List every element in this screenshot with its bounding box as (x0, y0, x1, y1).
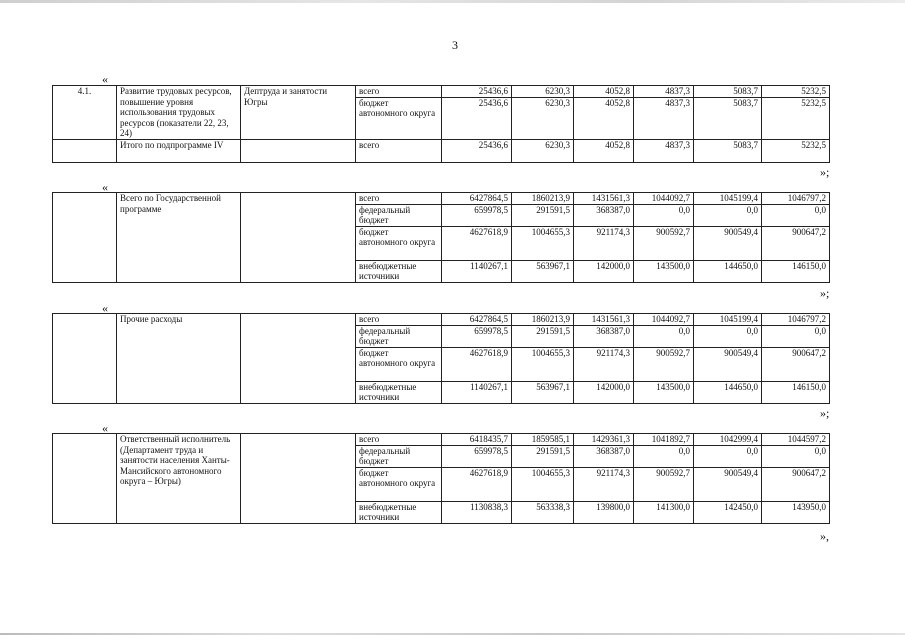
value-cell: 0,0 (694, 325, 762, 347)
value-cell: 900592,7 (634, 347, 694, 381)
value-cell: 0,0 (762, 204, 830, 226)
value-cell: 6427864,5 (442, 193, 512, 205)
row-name: Ответственный исполнитель (Департамент труда и занятости населения Ханты-Мансийского автономного округа – Югры) (117, 434, 241, 524)
closing-mark: »; (820, 406, 830, 420)
value-cell: 900647,2 (762, 226, 830, 260)
value-cell: 6427864,5 (442, 314, 512, 326)
value-cell: 900647,2 (762, 467, 830, 501)
value-cell: 900549,4 (694, 347, 762, 381)
value-cell: 6230,3 (512, 86, 574, 98)
row-name: Прочие расходы (117, 314, 241, 404)
value-cell: 1860213,9 (512, 314, 574, 326)
value-cell: 1130838,3 (442, 501, 512, 523)
table-row (53, 193, 830, 205)
value-cell: 659978,5 (442, 325, 512, 347)
table-state-program-total (52, 192, 830, 283)
value-cell: 0,0 (762, 445, 830, 467)
value-cell: 144650,0 (694, 260, 762, 282)
value-cell: 5232,5 (762, 97, 830, 139)
value-cell: 142000,0 (574, 260, 634, 282)
value-cell: 5232,5 (762, 86, 830, 98)
scan-edge-top (0, 0, 905, 3)
value-cell: 1044092,7 (634, 193, 694, 205)
row-source: федеральный бюджет (356, 445, 442, 467)
value-cell: 1860213,9 (512, 193, 574, 205)
row-source: бюджет автономного округа (356, 226, 442, 260)
row-executor (241, 434, 356, 524)
row-source: всего (356, 139, 442, 162)
closing-mark: »; (820, 286, 830, 300)
value-cell: 900549,4 (694, 226, 762, 260)
value-cell: 5232,5 (762, 139, 830, 162)
value-cell: 4837,3 (634, 97, 694, 139)
value-cell: 5083,7 (694, 139, 762, 162)
value-cell: 143500,0 (634, 381, 694, 403)
value-cell: 142000,0 (574, 381, 634, 403)
value-cell: 5083,7 (694, 97, 762, 139)
row-source: всего (356, 86, 442, 98)
value-cell: 146150,0 (762, 381, 830, 403)
open-quote: « (102, 421, 108, 435)
value-cell: 1044092,7 (634, 314, 694, 326)
value-cell: 6418435,7 (442, 434, 512, 446)
row-source: федеральный бюджет (356, 204, 442, 226)
open-quote: « (102, 180, 108, 194)
value-cell: 4627618,9 (442, 226, 512, 260)
value-cell: 921174,3 (574, 467, 634, 501)
value-cell: 563338,3 (512, 501, 574, 523)
table-other-expenses (52, 313, 830, 404)
open-quote: « (102, 301, 108, 315)
value-cell: 0,0 (694, 204, 762, 226)
value-cell: 659978,5 (442, 204, 512, 226)
value-cell: 25436,6 (442, 97, 512, 139)
row-code: 4.1. (53, 86, 117, 140)
value-cell: 563967,1 (512, 260, 574, 282)
row-source: бюджет автономного округа (356, 97, 442, 139)
value-cell: 1042999,4 (694, 434, 762, 446)
value-cell: 563967,1 (512, 381, 574, 403)
value-cell: 1045199,4 (694, 193, 762, 205)
value-cell: 1044597,2 (762, 434, 830, 446)
value-cell: 144650,0 (694, 381, 762, 403)
value-cell: 1429361,3 (574, 434, 634, 446)
value-cell: 291591,5 (512, 204, 574, 226)
value-cell: 146150,0 (762, 260, 830, 282)
row-source: внебюджетные источники (356, 260, 442, 282)
value-cell: 1004655,3 (512, 226, 574, 260)
row-source: бюджет автономного округа (356, 467, 442, 501)
value-cell: 900549,4 (694, 467, 762, 501)
value-cell: 1431561,3 (574, 193, 634, 205)
value-cell: 4052,8 (574, 139, 634, 162)
value-cell: 4627618,9 (442, 347, 512, 381)
row-executor (241, 314, 356, 404)
row-source: всего (356, 193, 442, 205)
table-subprogram-iv (52, 85, 830, 163)
value-cell: 1045199,4 (694, 314, 762, 326)
value-cell: 0,0 (634, 325, 694, 347)
row-code (53, 314, 117, 404)
value-cell: 921174,3 (574, 347, 634, 381)
value-cell: 25436,6 (442, 86, 512, 98)
value-cell: 4837,3 (634, 139, 694, 162)
value-cell: 0,0 (694, 445, 762, 467)
value-cell: 659978,5 (442, 445, 512, 467)
closing-mark: »; (820, 165, 830, 179)
value-cell: 4052,8 (574, 97, 634, 139)
value-cell: 141300,0 (634, 501, 694, 523)
value-cell: 6230,3 (512, 97, 574, 139)
value-cell: 5083,7 (694, 86, 762, 98)
closing-mark: », (820, 529, 829, 543)
value-cell: 921174,3 (574, 226, 634, 260)
value-cell: 1046797,2 (762, 193, 830, 205)
row-source: всего (356, 434, 442, 446)
value-cell: 1431561,3 (574, 314, 634, 326)
value-cell: 1041892,7 (634, 434, 694, 446)
scan-edge-bottom (0, 633, 905, 635)
value-cell: 25436,6 (442, 139, 512, 162)
table-row (53, 314, 830, 326)
value-cell: 6230,3 (512, 139, 574, 162)
row-executor (241, 193, 356, 283)
value-cell: 368387,0 (574, 445, 634, 467)
value-cell: 4837,3 (634, 86, 694, 98)
value-cell: 368387,0 (574, 325, 634, 347)
value-cell: 291591,5 (512, 445, 574, 467)
row-source: внебюджетные источники (356, 381, 442, 403)
table-responsible-executor (52, 433, 830, 524)
row-executor: Дептруда и занятости Югры (241, 86, 356, 140)
value-cell: 368387,0 (574, 204, 634, 226)
row-code (53, 434, 117, 524)
value-cell: 4627618,9 (442, 467, 512, 501)
row-code (53, 139, 117, 162)
value-cell: 1140267,1 (442, 260, 512, 282)
value-cell: 142450,0 (694, 501, 762, 523)
page-number: 3 (452, 38, 458, 52)
value-cell: 1140267,1 (442, 381, 512, 403)
row-source: всего (356, 314, 442, 326)
value-cell: 900647,2 (762, 347, 830, 381)
value-cell: 1004655,3 (512, 467, 574, 501)
table-row (53, 434, 830, 446)
value-cell: 143950,0 (762, 501, 830, 523)
value-cell: 900592,7 (634, 226, 694, 260)
value-cell: 0,0 (762, 325, 830, 347)
table-row (53, 86, 830, 98)
value-cell: 1046797,2 (762, 314, 830, 326)
value-cell: 1859585,1 (512, 434, 574, 446)
row-executor (241, 139, 356, 162)
value-cell: 143500,0 (634, 260, 694, 282)
table-row (53, 139, 830, 162)
value-cell: 0,0 (634, 445, 694, 467)
row-source: федеральный бюджет (356, 325, 442, 347)
value-cell: 4052,8 (574, 86, 634, 98)
open-quote: « (102, 72, 108, 86)
row-code (53, 193, 117, 283)
row-name: Развитие трудовых ресурсов, повышение уровня использования трудовых ресурсов (показатели 22, 23, 24) (117, 86, 241, 140)
value-cell: 1004655,3 (512, 347, 574, 381)
value-cell: 0,0 (634, 204, 694, 226)
value-cell: 139800,0 (574, 501, 634, 523)
row-source: бюджет автономного округа (356, 347, 442, 381)
row-name: Всего по Государственной программе (117, 193, 241, 283)
row-source: внебюджетные источники (356, 501, 442, 523)
value-cell: 900592,7 (634, 467, 694, 501)
row-name: Итого по подпрограмме IV (117, 139, 241, 162)
value-cell: 291591,5 (512, 325, 574, 347)
